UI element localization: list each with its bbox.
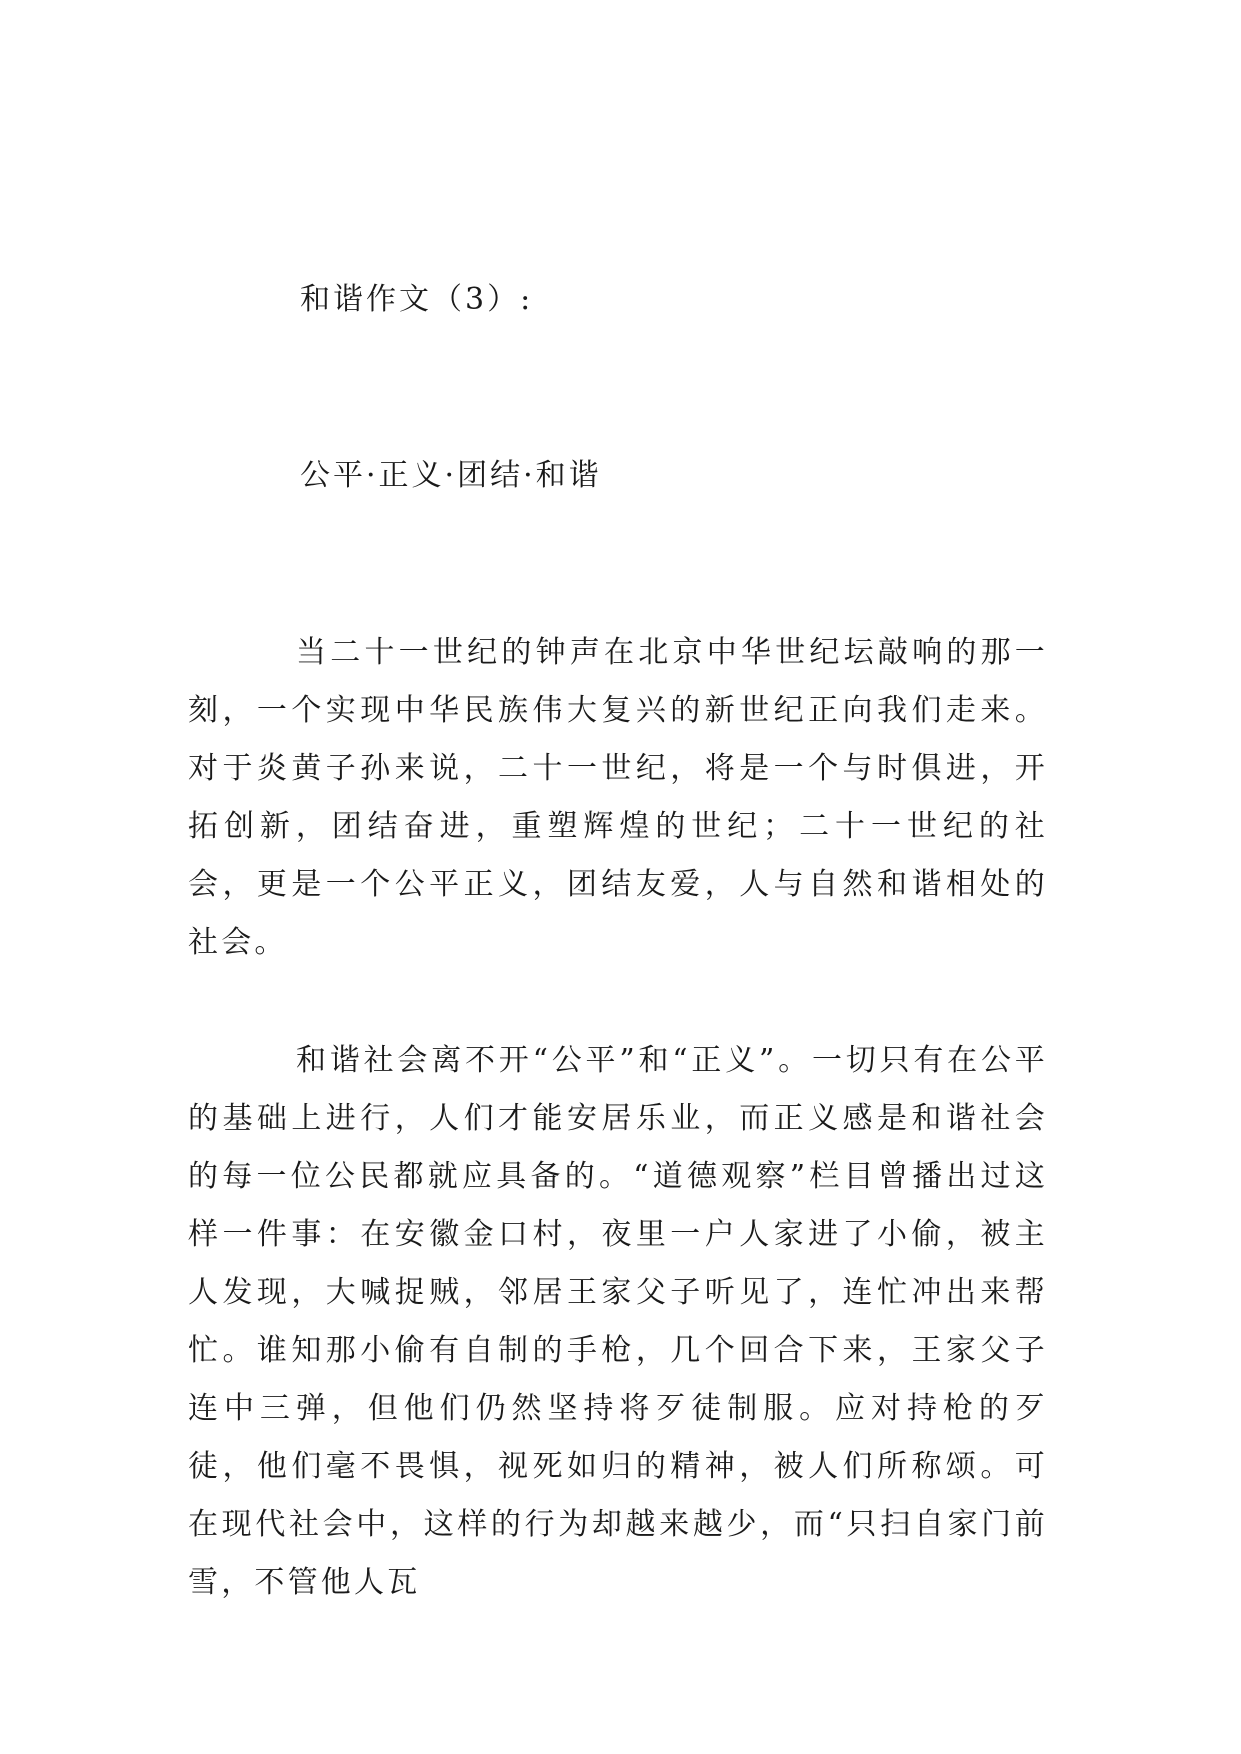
paragraph-2: 和谐社会离不开“公平”和“正义”。一切只有在公平的基础上进行，人们才能安居乐业，而正义感是和谐社会的每一位公民都就应具备的。“道德观察”栏目曾播出过这样一件事：在安徽金口村，夜里一户人家进了小偷，被主人发现，大喊捉贼，邻居王家父子听见了，连忙冲出来帮忙。谁知那小偷有自制的手枪，几个回合下来，王家父子连中三弹，但他们仍然坚持将歹徒制服。应对持枪的歹徒，他们毫不畏惧，视死如归的精神，被人们所称颂。可在现代社会中，这样的行为却越来越少，而“只扫自家门前雪，不管他人瓦 bbox=[188, 1043, 1048, 1600]
section-heading: 和谐作文（3）: bbox=[300, 282, 534, 317]
paragraph-1: 当二十一世纪的钟声在北京中华世纪坛敲响的那一刻，一个实现中华民族伟大复兴的新世纪正向我们走来。对于炎黄子孙来说，二十一世纪，将是一个与时俱进，开拓创新，团结奋进，重塑辉煌的世纪；二十一世纪的社会，更是一个公平正义，团结友爱，人与自然和谐相处的社会。 bbox=[188, 635, 1048, 960]
essay-title: 公平·正义·团结·和谐 bbox=[300, 458, 602, 493]
